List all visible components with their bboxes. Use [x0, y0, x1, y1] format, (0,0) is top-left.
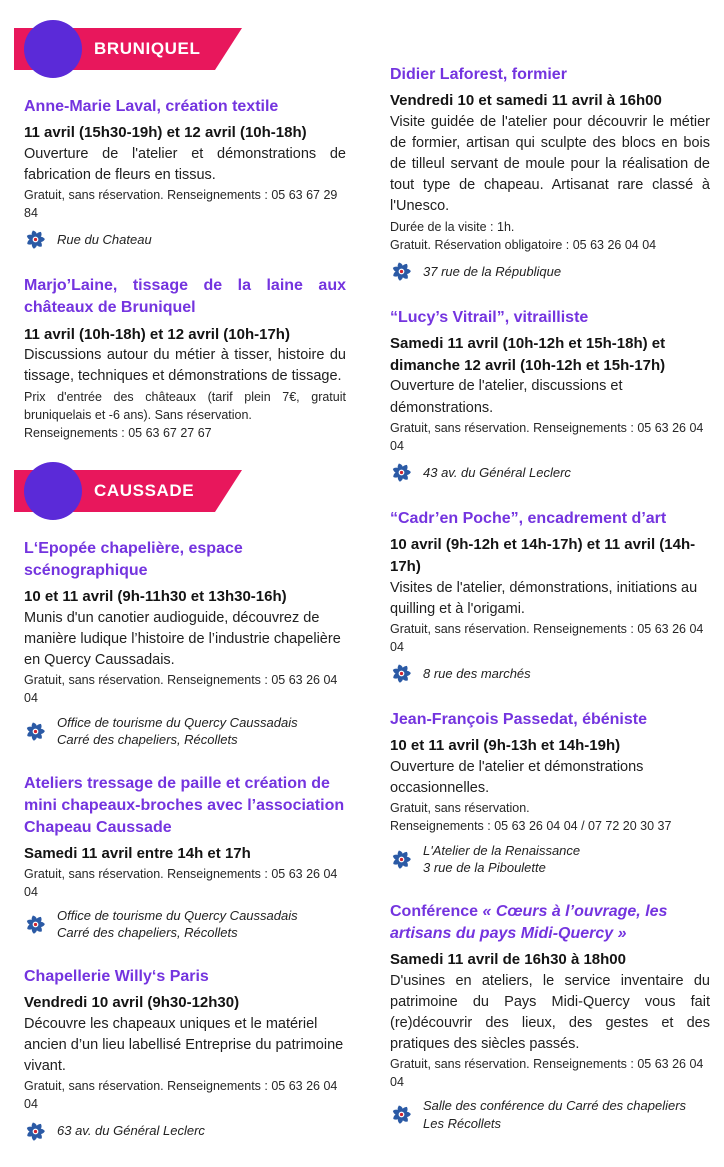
event-card [390, 64, 710, 283]
event-description: Visites de l'atelier, démonstrations, initiations au quilling et à l'origami. [390, 579, 698, 617]
event-card [390, 307, 710, 484]
event-note: Gratuit, sans réservation. Renseignements : 05 63 26 04 04 [390, 420, 704, 453]
event-dates: Samedi 11 avril entre 14h et 17h [24, 844, 251, 862]
event-description: Visite guidée de l'atelier pour découvrir le métier de formier, artisan qui sculpte des blocs en bois de tilleul servant de moule pour la réalisation de tout type de chapeau. Artisanat rare classé à l'Unesco. [390, 113, 710, 215]
location-line: 63 av. du Général Leclerc [57, 1123, 205, 1139]
event-note: Gratuit, sans réservation. Renseignements : 05 63 26 04 04 [24, 866, 338, 899]
event-location [390, 662, 710, 685]
event-title: Ateliers tressage de paille et création de mini chapeaux-broches avec l’association Chapeau Caussade [24, 774, 345, 836]
location-line: Carré des chapeliers, Récollets [57, 732, 238, 748]
event-location [24, 714, 346, 749]
event-card [24, 96, 346, 251]
location-line: Rue du Chateau [57, 232, 152, 248]
section-banner-caussade [14, 470, 242, 512]
event-note: Gratuit. Réservation obligatoire : 05 63 26 04 04 [390, 237, 657, 252]
event-location [390, 260, 710, 283]
event-location [24, 1120, 346, 1143]
location-line: 43 av. du Général Leclerc [423, 464, 571, 480]
location-line: Office de tourisme du Quercy Caussadais [57, 907, 298, 923]
location-line: Carré des chapeliers, Récollets [57, 925, 238, 941]
right-column [390, 0, 710, 1167]
event-card [390, 508, 710, 685]
event-description: D'usines en ateliers, le service inventaire du patrimoine du Pays Midi-Quercy vous fait (re)découvrir des lieux, des gestes et des pratiques des siècles passés. [390, 972, 710, 1052]
event-note: Gratuit, sans réservation. Renseignements : 05 63 26 04 04 [24, 1079, 338, 1112]
banner-circle [24, 20, 82, 78]
event-description: Ouverture de l'atelier et démonstrations occasionnelles. [390, 758, 644, 797]
event-title: Didier Laforest, formier [390, 66, 567, 83]
event-dates: Samedi 11 avril de 16h30 à 18h00 [390, 950, 626, 968]
event-dates: 10 avril (9h-12h et 14h-17h) et 11 avril (14h-17h) [390, 536, 696, 575]
event-title: “Lucy’s Vitrail”, vitrailliste [390, 308, 589, 326]
event-note: Gratuit, sans réservation. Renseignements : 05 63 26 04 04 [24, 673, 338, 706]
event-title: Jean-François Passedat, ébéniste [390, 711, 647, 729]
event-description: Discussions autour du métier à tisser, histoire du tissage, techniques et démonstrations de tissage. [24, 347, 346, 385]
event-location [390, 842, 710, 877]
event-note: Renseignements : 05 63 67 27 67 [24, 425, 212, 440]
location-line: 8 rue des marchés [423, 665, 531, 681]
location-line: L'Atelier de la Renaissance [423, 842, 581, 858]
left-column [24, 0, 346, 1167]
pinwheel-logo-icon [24, 1120, 47, 1143]
pinwheel-logo-icon [24, 913, 47, 936]
event-title: Chapellerie Willy‘s Paris [24, 968, 209, 986]
event-card [24, 538, 346, 749]
event-dates: 11 avril (15h30-19h) et 12 avril (10h-18h) [24, 124, 307, 142]
section-banner-bruniquel [14, 28, 242, 70]
event-location [24, 907, 346, 942]
event-note: Gratuit, sans réservation. Renseignements : 05 63 26 04 04 [390, 1057, 704, 1090]
banner-circle [24, 462, 82, 520]
event-note: Renseignements : 05 63 26 04 04 / 07 72 20 30 37 [390, 819, 672, 834]
event-note: Gratuit, sans réservation. Renseignements : 05 63 67 29 84 [24, 188, 338, 221]
event-location [390, 1097, 710, 1132]
location-line: Les Récollets [423, 1115, 502, 1131]
pinwheel-logo-icon [390, 461, 413, 484]
section-title: CAUSSADE [94, 480, 195, 500]
location-line: Office de tourisme du Quercy Caussadais [57, 714, 298, 730]
event-title: L‘Epopée chapelière, espace scénographique [24, 539, 243, 580]
pinwheel-logo-icon [24, 720, 47, 743]
event-dates: Samedi 11 avril (10h-12h et 15h-18h) et dimanche 12 avril (10h-12h et 15h-17h) [390, 334, 666, 374]
event-title: Marjo’Laine, tissage de la laine aux châteaux de Bruniquel [24, 277, 346, 317]
section-title: BRUNIQUEL [94, 39, 201, 58]
event-dates: Vendredi 10 avril (9h30-12h30) [24, 994, 240, 1012]
event-card [390, 709, 710, 876]
event-note: Prix d'entrée des châteaux (tarif plein 7€, gratuit bruniquelais et -6 ans). Sans réservation. [24, 389, 346, 422]
event-card [390, 901, 710, 1133]
event-description: Munis d'un canotier audioguide, découvrez de manière ludique l’histoire de l’industrie chapelière en Quercy Caussadais. [24, 609, 341, 669]
location-line: 37 rue de la République [423, 263, 562, 279]
event-description: Ouverture de l'atelier et démonstrations de fabrication de fleurs en tissus. [24, 145, 346, 183]
pinwheel-logo-icon [390, 260, 413, 283]
event-title: “Cadr’en Poche”, encadrement d’art [390, 510, 667, 527]
event-description: Ouverture de l'atelier, discussions et démonstrations. [390, 378, 623, 416]
event-title: Conférence « Cœurs à l’ouvrage, les artisans du pays Midi-Quercy » [390, 902, 668, 942]
event-card [24, 773, 346, 942]
pinwheel-logo-icon [390, 848, 413, 871]
pinwheel-logo-icon [390, 1103, 413, 1126]
pinwheel-logo-icon [390, 662, 413, 685]
event-card [24, 275, 346, 442]
event-note: Gratuit, sans réservation. [390, 801, 530, 816]
event-dates: 10 et 11 avril (9h-13h et 14h-19h) [390, 737, 621, 755]
location-line: Salle des conférence du Carré des chapeliers [423, 1098, 687, 1114]
event-note: Gratuit, sans réservation. Renseignements : 05 63 26 04 04 [390, 621, 704, 655]
event-dates: 10 et 11 avril (9h-11h30 et 13h30-16h) [24, 588, 287, 606]
event-title: Anne-Marie Laval, création textile [24, 98, 279, 115]
event-note: Durée de la visite : 1h. [390, 219, 515, 234]
event-location [24, 228, 346, 251]
event-title-italic: « Cœurs à l’ouvrage, les artisans du pays Midi-Quercy » [390, 902, 668, 942]
pinwheel-logo-icon [24, 228, 47, 251]
event-location [390, 461, 710, 484]
event-description: Découvre les chapeaux uniques et le matériel ancien d’un lieu labellisé Entreprise du patrimoine vivant. [24, 1015, 344, 1075]
event-card [24, 966, 346, 1143]
event-dates: Vendredi 10 et samedi 11 avril à 16h00 [390, 92, 662, 110]
location-line: 3 rue de la Piboulette [423, 860, 546, 876]
event-dates: 11 avril (10h-18h) et 12 avril (10h-17h) [24, 325, 290, 343]
